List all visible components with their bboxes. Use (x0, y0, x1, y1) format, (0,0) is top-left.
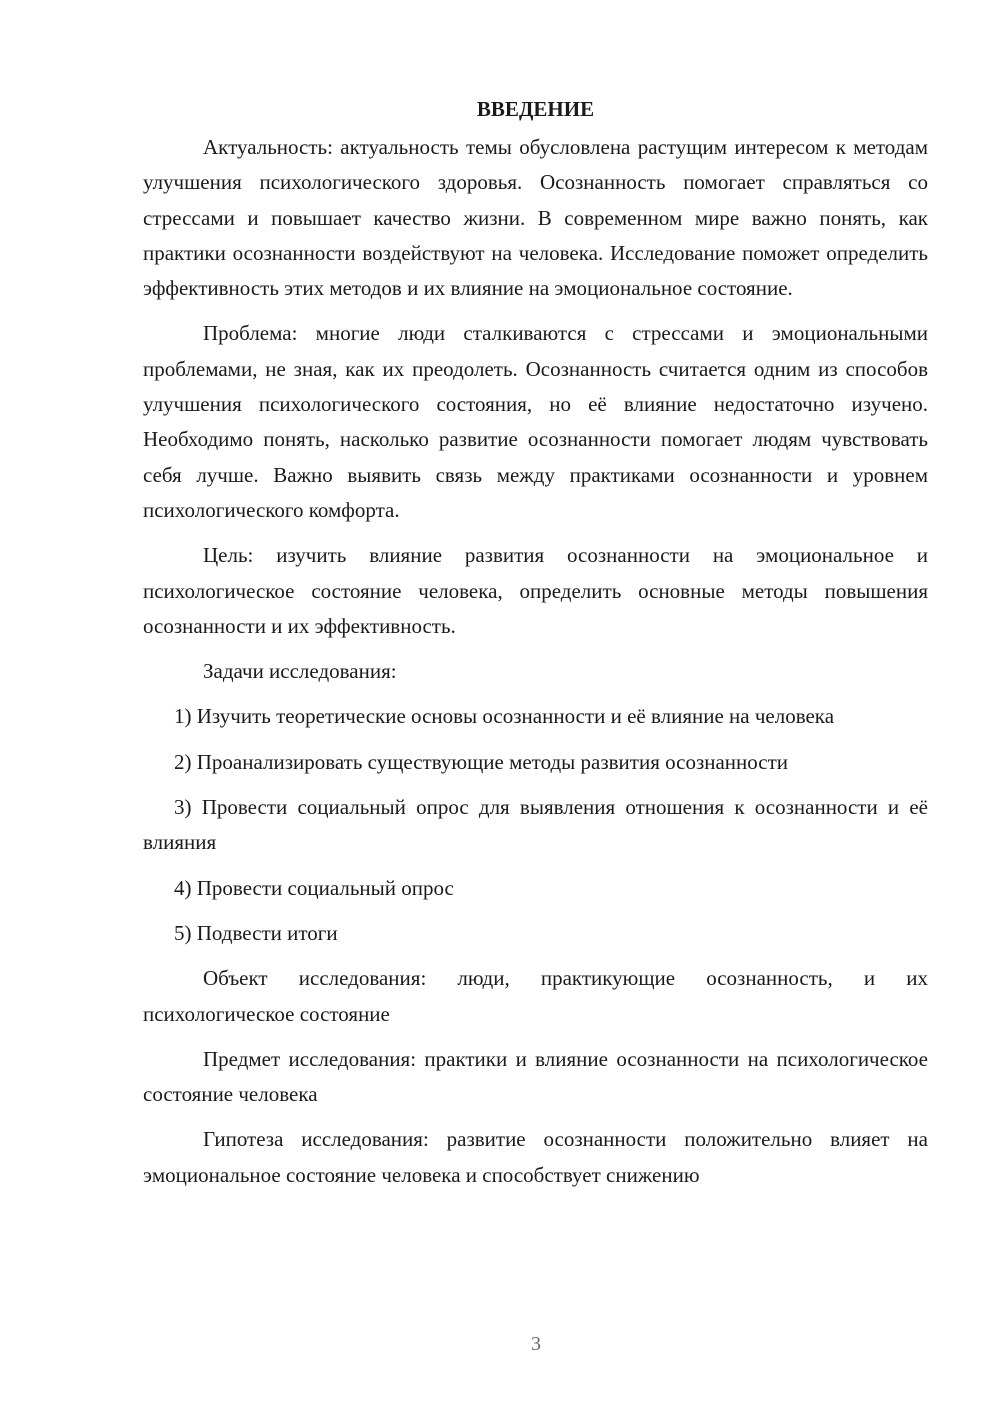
task-item-3: 3) Провести социальный опрос для выявления отношения к осознанности и её влияния (143, 795, 928, 855)
page-number: 3 (531, 1333, 541, 1355)
hypothesis-paragraph: Гипотеза исследования: развитие осознанности положительно влияет на эмоциональное состояние человека и способствует снижению (143, 1127, 928, 1187)
task-item-5: 5) Подвести итоги (174, 920, 338, 945)
relevance-paragraph: Актуальность: актуальность темы обусловлена растущим интересом к методам улучшения психологического здоровья. Осознанность помогает справляться со стрессами и повышает качество жизни. В современном мире важно понять, как практики осознанности воздействуют на человека. Исследование поможет определить эффективность этих методов и их влияние на эмоциональное состояние. (143, 135, 928, 301)
problem-paragraph: Проблема: многие люди сталкиваются с стрессами и эмоциональными проблемами, не зная, как их преодолеть. Осознанность считается одним из способов улучшения психологического состояния, но её влияние недостаточно изучено. Необходимо понять, насколько развитие осознанности помогает людям чувствовать себя лучше. Важно выявить связь между практиками осознанности и уровнем психологического комфорта. (143, 321, 928, 522)
section-heading: ВВЕДЕНИЕ (476, 97, 595, 121)
task-item-1: 1) Изучить теоретические основы осознанности и её влияние на человека (174, 704, 835, 729)
task-item-4: 4) Провести социальный опрос (174, 875, 454, 900)
tasks-title: Задачи исследования: (203, 659, 397, 684)
document-page (143, 92, 928, 1193)
task-item-2: 2) Проанализировать существующие методы развития осознанности (174, 749, 789, 774)
subject-paragraph: Предмет исследования: практики и влияние осознанности на психологическое состояние человека (143, 1046, 928, 1107)
object-paragraph: Объект исследования: люди, практикующие осознанность, и их психологическое состояние (143, 966, 928, 1026)
goal-paragraph: Цель: изучить влияние развития осознанности на эмоциональное и психологическое состояние человека, определить основные методы повышения осознанности и их эффективность. (143, 543, 928, 638)
